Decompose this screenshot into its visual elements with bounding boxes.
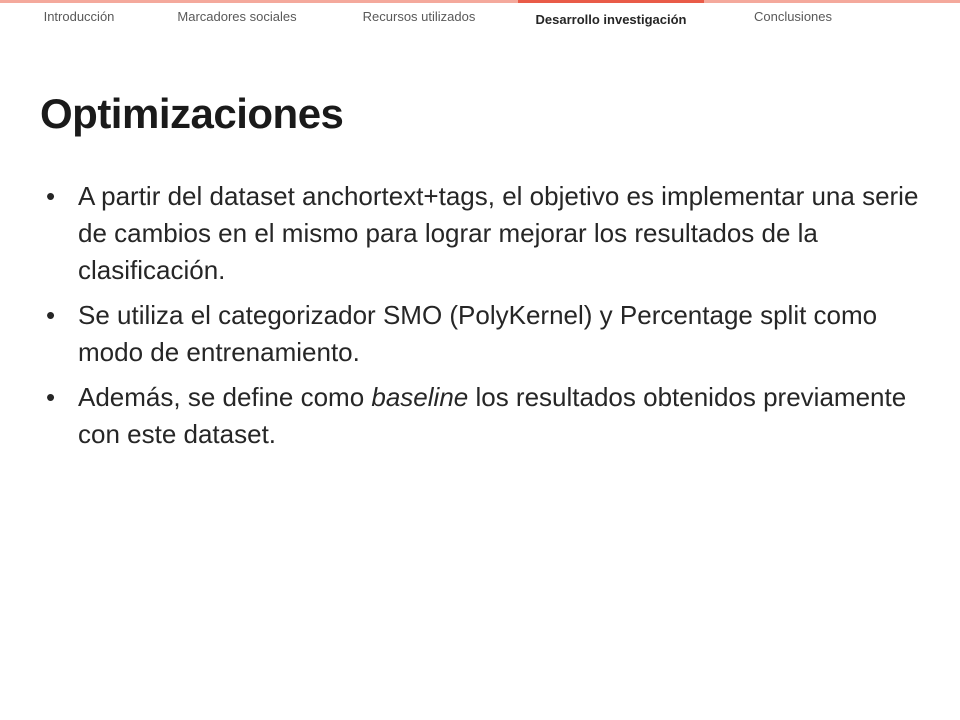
bullet-dot-icon: •	[46, 382, 56, 412]
bullet-text	[78, 382, 906, 449]
bullet-text-emphasis: baseline	[371, 382, 469, 412]
nav-tab-marcadores-sociales[interactable]: Marcadores sociales	[177, 9, 297, 24]
bullet-text-after: los resultados obtenidos previamente con este dataset.	[78, 382, 907, 449]
bullet-dot-icon: •	[46, 300, 56, 330]
bullet-dot-icon: •	[46, 181, 56, 211]
nav-tab-recursos-utilizados[interactable]: Recursos utilizados	[362, 9, 476, 24]
bullet-text-before: Además, se define como	[78, 382, 372, 412]
bullet-item	[44, 178, 924, 289]
slide-title: Optimizaciones	[40, 90, 344, 137]
bullet-item	[44, 379, 924, 453]
nav-tab-desarrollo-investigacion[interactable]: Desarrollo investigación	[518, 0, 704, 31]
section-nav-bar	[0, 0, 960, 34]
nav-tab-introduccion[interactable]: Introducción	[43, 9, 115, 24]
bullet-text: Se utiliza el categorizador SMO (PolyKernel) y Percentage split como modo de entrenamiento.	[78, 300, 878, 367]
nav-tab-conclusiones[interactable]: Conclusiones	[753, 9, 833, 24]
bullet-item	[44, 297, 924, 371]
bullet-text: A partir del dataset anchortext+tags, el objetivo es implementar una serie de cambios en el mismo para lograr mejorar los resultados de la clasificación.	[78, 181, 919, 285]
bullet-list	[44, 178, 924, 461]
